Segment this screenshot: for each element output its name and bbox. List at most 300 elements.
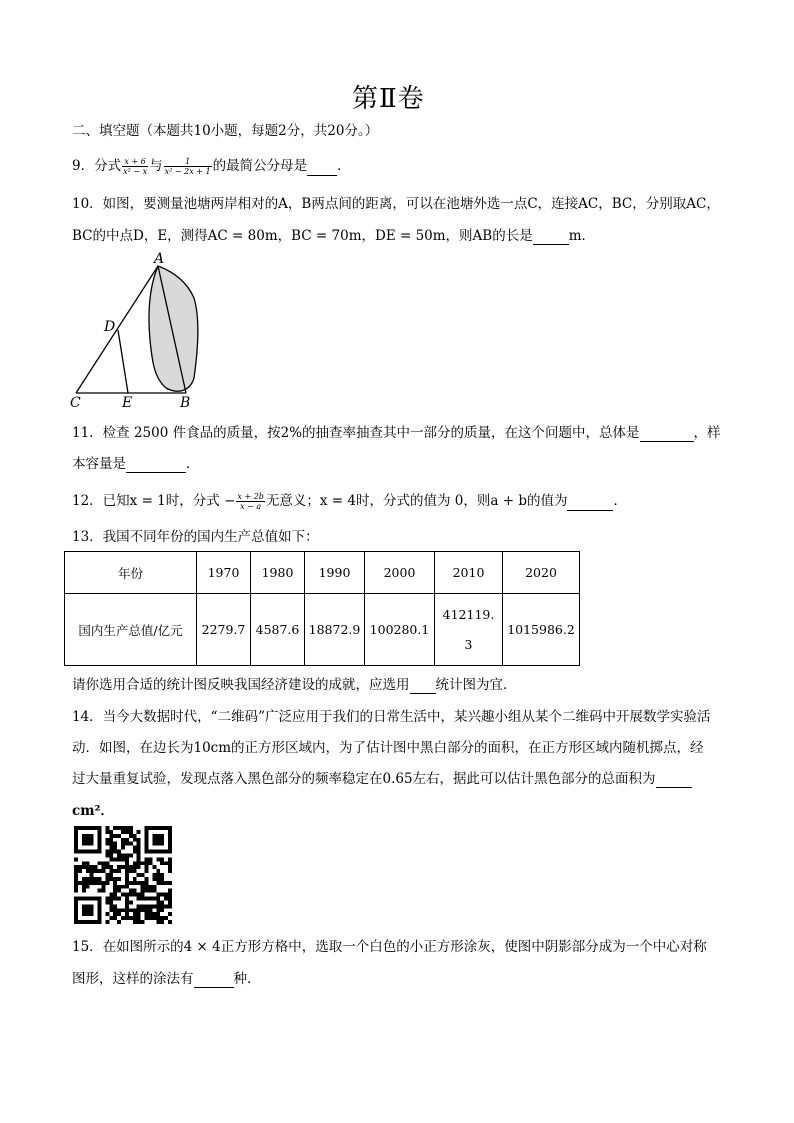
qr-module	[133, 893, 137, 897]
qr-module	[129, 916, 133, 920]
table-row-label: 国内生产总值/亿元	[65, 594, 197, 666]
qr-module	[145, 861, 149, 865]
qr-module	[117, 877, 121, 881]
qr-module	[105, 897, 109, 901]
qr-module	[145, 916, 149, 920]
qr-module	[113, 897, 117, 901]
qr-module	[129, 881, 133, 885]
qr-module	[113, 826, 117, 830]
table-value-cell-2010	[435, 594, 503, 666]
qr-module	[105, 842, 109, 846]
qr-module	[105, 873, 109, 877]
qr-module	[113, 916, 117, 920]
qr-module	[160, 920, 164, 924]
qr-module	[82, 881, 86, 885]
qr-module	[125, 904, 129, 908]
qr-module	[133, 869, 137, 873]
question-14-line-3	[72, 770, 692, 788]
q9-frac1-denominator: x² − x	[123, 167, 148, 176]
qr-module	[105, 912, 109, 916]
qr-module	[125, 916, 129, 920]
qr-module	[86, 881, 90, 885]
qr-module	[156, 900, 160, 904]
q14-answer-blank[interactable]	[656, 773, 692, 788]
qr-module	[145, 897, 149, 901]
qr-module	[156, 904, 160, 908]
qr-module	[145, 904, 149, 908]
qr-module	[133, 912, 137, 916]
qr-module	[109, 908, 113, 912]
qr-module	[90, 881, 94, 885]
question-13-after	[72, 676, 517, 694]
question-15-line-1: 15．在如图所示的4 × 4正方形方格中，选取一个白色的小正方形涂灰，使图中阴影部分成为一个中心对称	[72, 939, 707, 955]
q12-middle: 无意义；x = 4时，分式的值为 0，则a + b的值为	[265, 493, 568, 509]
qr-module	[86, 869, 90, 873]
qr-module	[109, 873, 113, 877]
qr-module	[98, 861, 102, 865]
qr-module	[125, 873, 129, 877]
qr-module	[141, 889, 145, 893]
qr-module	[82, 861, 86, 865]
qr-module	[137, 912, 141, 916]
q9-mid: 与	[149, 158, 163, 174]
qr-module	[74, 857, 78, 861]
qr-module	[133, 846, 137, 850]
label-C: C	[70, 395, 81, 410]
qr-module	[109, 838, 113, 842]
qr-module	[129, 900, 133, 904]
gdp-table	[64, 551, 580, 666]
qr-module	[148, 897, 152, 901]
qr-module	[78, 881, 82, 885]
qr-module	[148, 885, 152, 889]
qr-module	[113, 877, 117, 881]
qr-module	[145, 885, 149, 889]
qr-module	[168, 897, 172, 901]
qr-module	[133, 889, 137, 893]
label-A: A	[154, 251, 165, 267]
qr-module	[141, 904, 145, 908]
label-B: B	[180, 395, 191, 410]
qr-module	[82, 877, 86, 881]
qr-module	[113, 881, 117, 885]
qr-module	[86, 885, 90, 889]
q12-fraction	[236, 492, 265, 511]
table-year-cell: 2010	[435, 552, 503, 594]
table-value-row	[65, 594, 580, 666]
q9-suffix: 的最简公分母是	[212, 158, 308, 174]
qr-module	[133, 861, 137, 865]
qr-module	[137, 920, 141, 924]
qr-module	[109, 853, 113, 857]
qr-module	[145, 881, 149, 885]
qr-module	[113, 893, 117, 897]
qr-module	[160, 900, 164, 904]
table-year-cell: 1970	[197, 552, 251, 594]
table-value-cell: 2279.7	[197, 594, 251, 666]
qr-module	[156, 912, 160, 916]
qr-module	[152, 873, 156, 877]
q10-answer-blank[interactable]	[533, 230, 569, 245]
qr-module	[109, 846, 113, 850]
qr-module	[74, 877, 78, 881]
question-9	[72, 157, 351, 176]
qr-module	[168, 920, 172, 924]
qr-module	[121, 830, 125, 834]
question-13-intro: 13．我国不同年份的国内生产总值如下：	[72, 529, 319, 545]
table-value-cell: 100280.1	[365, 594, 435, 666]
qr-module	[129, 830, 133, 834]
qr-module	[117, 857, 121, 861]
label-E: E	[122, 395, 133, 410]
qr-module	[160, 857, 164, 861]
qr-module	[125, 893, 129, 897]
qr-module	[117, 853, 121, 857]
qr-module	[160, 908, 164, 912]
qr-module	[82, 885, 86, 889]
qr-module	[164, 881, 168, 885]
qr-module	[113, 869, 117, 873]
qr-module	[109, 857, 113, 861]
qr-module	[160, 881, 164, 885]
qr-module	[125, 881, 129, 885]
q11-text-3: 本容量是	[72, 456, 126, 472]
qr-module	[117, 908, 121, 912]
qr-module	[148, 861, 152, 865]
qr-module	[133, 908, 137, 912]
qr-module	[168, 881, 172, 885]
value-2010-part-2: 3	[464, 636, 473, 652]
qr-module	[152, 904, 156, 908]
qr-module	[168, 889, 172, 893]
question-14-line-4: cm²．	[72, 803, 114, 819]
qr-module	[109, 897, 113, 901]
qr-module	[137, 838, 141, 842]
qr-module	[156, 877, 160, 881]
qr-module	[117, 834, 121, 838]
qr-module	[105, 850, 109, 854]
question-14-line-1: 14．当今大数据时代，“二维码”广泛应用于我们的日常生活中，某兴趣小组从某个二维码中开展数学实验活	[72, 709, 711, 725]
qr-module	[145, 908, 149, 912]
qr-module	[133, 865, 137, 869]
qr-module	[105, 853, 109, 857]
qr-module	[141, 920, 145, 924]
qr-module	[141, 897, 145, 901]
qr-module	[121, 846, 125, 850]
qr-module	[145, 889, 149, 893]
qr-module	[105, 826, 109, 830]
qr-module	[148, 857, 152, 861]
segment-AC	[76, 266, 158, 393]
qr-module	[101, 885, 105, 889]
q15-answer-blank[interactable]	[194, 973, 234, 988]
qr-module	[105, 838, 109, 842]
qr-module	[133, 881, 137, 885]
qr-module	[109, 834, 113, 838]
q9-prefix: 9．分式	[72, 158, 122, 174]
qr-module	[129, 826, 133, 830]
qr-module	[133, 834, 137, 838]
table-header-row	[65, 552, 580, 594]
qr-module	[109, 877, 113, 881]
qr-module	[125, 897, 129, 901]
qr-module	[137, 873, 141, 877]
qr-module	[141, 893, 145, 897]
q12-numerator: x + 2b	[237, 492, 264, 501]
qr-module	[117, 869, 121, 873]
qr-module	[164, 897, 168, 901]
qr-module	[141, 861, 145, 865]
qr-module	[109, 900, 113, 904]
q9-end: ．	[337, 158, 351, 174]
qr-module	[129, 869, 133, 873]
qr-module	[125, 908, 129, 912]
qr-module	[109, 904, 113, 908]
qr-module	[137, 846, 141, 850]
qr-module	[145, 877, 149, 881]
qr-module	[105, 865, 109, 869]
qr-module	[164, 893, 168, 897]
page-title: 第Ⅱ卷	[352, 84, 425, 114]
qr-module	[86, 861, 90, 865]
qr-module	[137, 830, 141, 834]
qr-module	[133, 916, 137, 920]
q12-prefix: 12．已知x = 1时，分式 −	[72, 493, 236, 509]
q11-text-2: ，样	[693, 425, 721, 441]
qr-module	[145, 857, 149, 861]
q10-text: BC的中点D，E，测得AC = 80m，BC = 70m，DE = 50m，则AB的长是	[72, 228, 533, 244]
qr-module	[125, 900, 129, 904]
qr-module	[101, 881, 105, 885]
qr-module	[137, 908, 141, 912]
qr-module	[129, 889, 133, 893]
qr-code-image	[72, 826, 174, 924]
qr-module	[94, 877, 98, 881]
qr-module	[152, 916, 156, 920]
qr-module	[74, 881, 78, 885]
qr-module	[129, 842, 133, 846]
qr-module	[86, 877, 90, 881]
qr-module	[121, 842, 125, 846]
qr-module	[160, 904, 164, 908]
qr-module	[156, 857, 160, 861]
qr-module	[156, 893, 160, 897]
qr-module	[98, 881, 102, 885]
qr-module	[113, 850, 117, 854]
qr-module	[129, 834, 133, 838]
q10-pond-figure	[62, 250, 212, 410]
qr-module	[168, 865, 172, 869]
qr-module	[168, 869, 172, 873]
qr-module	[117, 865, 121, 869]
qr-module	[137, 881, 141, 885]
q11-text-4: ．	[186, 456, 200, 472]
qr-module	[168, 861, 172, 865]
qr-module	[137, 842, 141, 846]
qr-module	[121, 838, 125, 842]
question-10-line-2	[72, 227, 595, 245]
qr-module	[133, 920, 137, 924]
qr-module	[121, 885, 125, 889]
qr-module	[133, 838, 137, 842]
qr-module	[168, 900, 172, 904]
qr-module	[101, 869, 105, 873]
qr-module	[141, 908, 145, 912]
q12-denominator: x − a	[240, 502, 262, 511]
qr-module	[125, 853, 129, 857]
qr-module	[105, 861, 109, 865]
qr-module	[121, 893, 125, 897]
q9-fraction-1	[122, 157, 148, 176]
q13-text-2: 统计图为宜．	[435, 677, 517, 693]
qr-module	[117, 912, 121, 916]
q9-frac2-numerator: 1	[164, 157, 212, 167]
qr-module	[168, 857, 172, 861]
qr-module	[137, 897, 141, 901]
qr-module	[113, 908, 117, 912]
qr-module	[98, 889, 102, 893]
segment-DE	[118, 330, 128, 393]
qr-module	[156, 908, 160, 912]
qr-module	[74, 885, 78, 889]
qr-module	[137, 861, 141, 865]
q13-text-1: 请你选用合适的统计图反映我国经济建设的成就，应选用	[72, 677, 410, 693]
qr-module	[125, 885, 129, 889]
q13-answer-blank[interactable]	[410, 679, 436, 694]
table-year-cell: 1980	[251, 552, 305, 594]
qr-module	[117, 889, 121, 893]
qr-module	[160, 916, 164, 920]
qr-module	[160, 877, 164, 881]
qr-module	[109, 869, 113, 873]
qr-module	[94, 865, 98, 869]
qr-module	[121, 857, 125, 861]
qr-module	[74, 889, 78, 893]
qr-module	[156, 869, 160, 873]
qr-module	[90, 877, 94, 881]
qr-module	[129, 853, 133, 857]
question-14-line-2: 动．如图，在边长为10cm的正方形区域内，为了估计图中黑白部分的面积，在正方形区域内随机掷点，经	[72, 740, 704, 756]
qr-module	[125, 830, 129, 834]
qr-module	[148, 908, 152, 912]
qr-module	[105, 900, 109, 904]
qr-module	[121, 908, 125, 912]
value-2010-part-1: 412119.	[442, 606, 495, 622]
qr-module	[109, 865, 113, 869]
qr-module	[164, 904, 168, 908]
qr-module	[94, 881, 98, 885]
qr-module	[148, 889, 152, 893]
qr-module	[113, 846, 117, 850]
q9-frac1-numerator: x + 6	[122, 157, 148, 167]
qr-module	[137, 904, 141, 908]
qr-module	[148, 912, 152, 916]
table-year-cell: 2000	[365, 552, 435, 594]
qr-module	[105, 920, 109, 924]
qr-module	[137, 853, 141, 857]
table-value-cell: 1015986.2	[503, 594, 580, 666]
qr-module	[121, 865, 125, 869]
qr-module	[125, 877, 129, 881]
qr-module	[105, 830, 109, 834]
q11-answer-blank-1[interactable]	[640, 427, 694, 442]
qr-module	[137, 893, 141, 897]
qr-module	[125, 865, 129, 869]
label-D: D	[104, 319, 116, 335]
qr-module	[78, 865, 82, 869]
qr-module	[156, 920, 160, 924]
qr-module	[156, 873, 160, 877]
qr-module	[113, 904, 117, 908]
qr-module	[137, 857, 141, 861]
table-header-label: 年份	[65, 552, 197, 594]
qr-module	[98, 877, 102, 881]
qr-module	[129, 893, 133, 897]
qr-module	[94, 869, 98, 873]
qr-module	[105, 881, 109, 885]
qr-module	[125, 857, 129, 861]
qr-module	[160, 873, 164, 877]
q11-answer-blank-2[interactable]	[126, 458, 186, 473]
qr-module	[160, 861, 164, 865]
qr-module	[86, 865, 90, 869]
q9-answer-blank[interactable]	[307, 161, 337, 176]
qr-module	[74, 873, 78, 877]
qr-module	[82, 865, 86, 869]
qr-module	[90, 869, 94, 873]
question-11-line-2	[72, 455, 200, 473]
qr-module	[160, 893, 164, 897]
q12-answer-blank[interactable]	[567, 496, 613, 511]
qr-module	[156, 881, 160, 885]
qr-module	[125, 826, 129, 830]
table-value-cell: 4587.6	[251, 594, 305, 666]
q12-end: ．	[613, 493, 627, 509]
qr-module	[113, 857, 117, 861]
qr-module	[121, 916, 125, 920]
qr-module	[74, 869, 78, 873]
qr-module	[109, 893, 113, 897]
q15-text-1: 图形，这样的涂法有	[72, 971, 194, 987]
qr-module	[121, 826, 125, 830]
qr-module	[152, 865, 156, 869]
qr-module	[141, 885, 145, 889]
qr-module	[113, 842, 117, 846]
qr-module	[74, 865, 78, 869]
pond-shape	[149, 266, 198, 391]
qr-module	[113, 912, 117, 916]
qr-module	[121, 853, 125, 857]
q9-fraction-2	[164, 157, 212, 176]
qr-module	[117, 920, 121, 924]
section-heading: 二、填空题（本题共10小题，每题2分，共20分。）	[72, 123, 379, 139]
q14-text: 过大量重复试验，发现点落入黑色部分的频率稳定在0.65左右，据此可以估计黑色部分的总面积为	[72, 771, 656, 787]
qr-module	[156, 916, 160, 920]
qr-module	[133, 850, 137, 854]
qr-module	[117, 826, 121, 830]
qr-module	[164, 916, 168, 920]
q9-frac2-denominator: x² − 2x + 1	[164, 167, 211, 176]
table-year-cell: 1990	[305, 552, 365, 594]
qr-module	[117, 885, 121, 889]
qr-module	[101, 865, 105, 869]
qr-module	[129, 908, 133, 912]
qr-module	[137, 865, 141, 869]
qr-module	[109, 916, 113, 920]
qr-module	[133, 877, 137, 881]
qr-module	[168, 893, 172, 897]
qr-module	[145, 912, 149, 916]
